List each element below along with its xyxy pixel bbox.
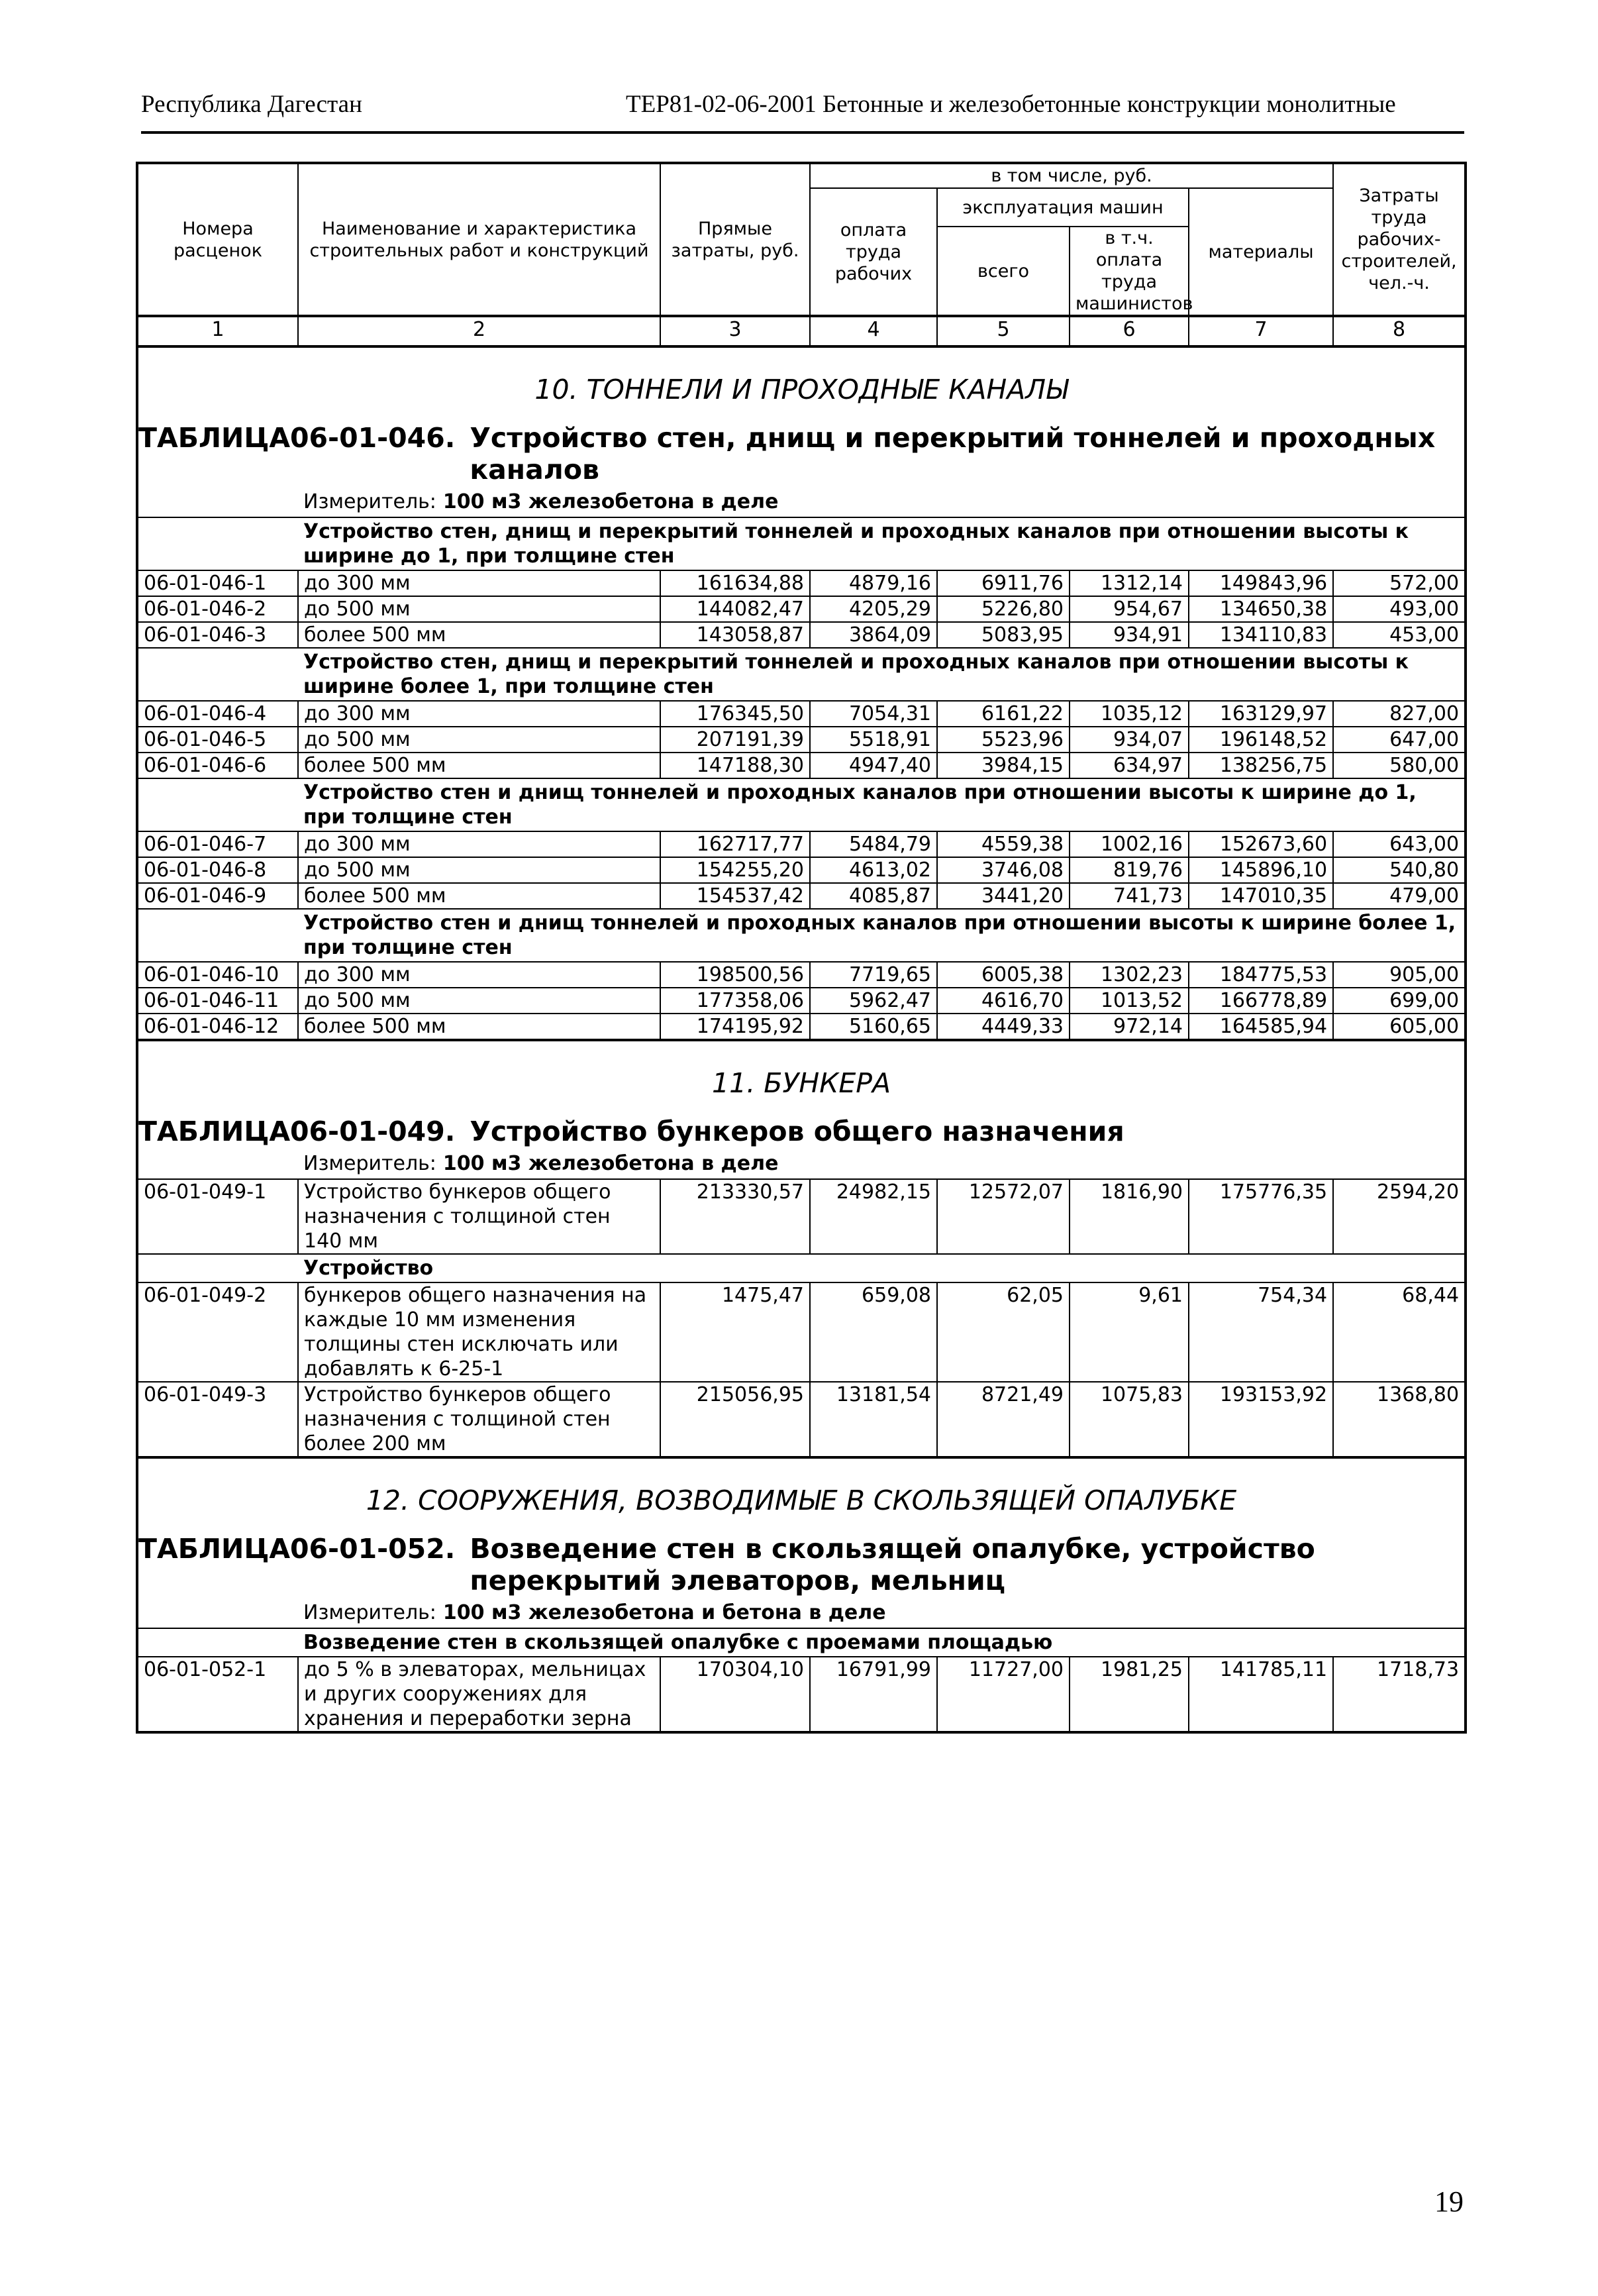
labor-hours: 605,00 xyxy=(1333,1014,1466,1040)
wages: 659,08 xyxy=(810,1282,937,1382)
table-row xyxy=(137,622,1466,648)
direct-cost: 154537,42 xyxy=(660,883,810,909)
rate-code: 06-01-046-3 xyxy=(137,622,298,648)
direct-cost: 207191,39 xyxy=(660,727,810,753)
rate-code: 06-01-052-1 xyxy=(137,1657,298,1732)
machines-total: 4559,38 xyxy=(937,831,1070,857)
table-row xyxy=(137,883,1466,909)
group-heading: Возведение стен в скользящей опалубке с проемами площадью xyxy=(298,1628,1466,1657)
group-heading: Устройство стен, днищ и перекрытий тоннелей и проходных каналов при отношении высоты к ширине до 1, при толщине стен xyxy=(298,517,1466,570)
direct-cost: 143058,87 xyxy=(660,622,810,648)
work-name: до 500 мм xyxy=(298,596,660,622)
direct-cost: 147188,30 xyxy=(660,753,810,778)
column-number: 5 xyxy=(937,316,1070,346)
work-name: до 500 мм xyxy=(298,727,660,753)
section-heading-row xyxy=(137,346,1466,422)
table-row xyxy=(137,1282,1466,1382)
column-number: 1 xyxy=(137,316,298,346)
machines-wages: 934,07 xyxy=(1070,727,1189,753)
table-title-row xyxy=(137,1116,1466,1147)
group-heading: Устройство стен и днищ тоннелей и проходных каналов при отношении высоты к ширине более 1, при толщине стен xyxy=(298,909,1466,962)
work-name: до 500 мм xyxy=(298,857,660,883)
machines-total: 6911,76 xyxy=(937,570,1070,596)
wages: 4947,40 xyxy=(810,753,937,778)
group-heading: Устройство стен и днищ тоннелей и проходных каналов при отношении высоты к ширине до 1, при толщине стен xyxy=(298,778,1466,831)
work-name: более 500 мм xyxy=(298,883,660,909)
table-title-label-cell xyxy=(137,1116,298,1147)
wages: 5160,65 xyxy=(810,1014,937,1040)
machines-total: 5226,80 xyxy=(937,596,1070,622)
materials: 754,34 xyxy=(1189,1282,1333,1382)
unit-spacer xyxy=(137,486,298,517)
unit-label: Измеритель: xyxy=(303,1152,436,1175)
materials: 163129,97 xyxy=(1189,701,1333,727)
wages: 5962,47 xyxy=(810,988,937,1014)
labor-hours: 68,44 xyxy=(1333,1282,1466,1382)
table-title-row xyxy=(137,422,1466,486)
machines-wages: 1816,90 xyxy=(1070,1179,1189,1254)
materials: 152673,60 xyxy=(1189,831,1333,857)
work-name: Устройство бункеров общего назначения с толщиной стен 140 мм xyxy=(298,1179,660,1254)
rate-code: 06-01-046-10 xyxy=(137,962,298,988)
wages: 7054,31 xyxy=(810,701,937,727)
table-row xyxy=(137,1014,1466,1040)
work-name: до 300 мм xyxy=(298,831,660,857)
labor-hours: 699,00 xyxy=(1333,988,1466,1014)
materials: 141785,11 xyxy=(1189,1657,1333,1732)
rate-code: 06-01-046-8 xyxy=(137,857,298,883)
work-name: Устройство бункеров общего назначения с толщиной стен более 200 мм xyxy=(298,1382,660,1457)
machines-total: 3984,15 xyxy=(937,753,1070,778)
section-heading: 11. БУНКЕРА xyxy=(137,1040,1466,1116)
wages: 5518,91 xyxy=(810,727,937,753)
labor-hours: 479,00 xyxy=(1333,883,1466,909)
work-name: до 5 % в элеваторах, мельницах и других сооружениях для хранения и переработки зерна xyxy=(298,1657,660,1732)
price-table xyxy=(136,162,1467,1734)
machines-total: 12572,07 xyxy=(937,1179,1070,1254)
table-title-wrap xyxy=(290,422,1459,486)
table-code: 06-01-046. xyxy=(290,422,456,454)
table-label: ТАБЛИЦА xyxy=(138,1533,291,1565)
section-heading: 12. СООРУЖЕНИЯ, ВОЗВОДИМЫЕ В СКОЛЬЗЯЩЕЙ ОПАЛУБКЕ xyxy=(137,1457,1466,1533)
table-title-label-cell xyxy=(137,1533,298,1596)
price-table-sheet xyxy=(136,162,1464,1734)
group-spacer xyxy=(137,909,298,962)
work-name: более 500 мм xyxy=(298,753,660,778)
table-title-row xyxy=(137,1533,1466,1596)
direct-cost: 198500,56 xyxy=(660,962,810,988)
group-spacer xyxy=(137,1628,298,1657)
table-row xyxy=(137,1657,1466,1732)
page-number: 19 xyxy=(1434,2185,1464,2218)
header-region: Республика Дагестан xyxy=(141,91,362,118)
group-spacer xyxy=(137,1254,298,1282)
machines-wages: 1302,23 xyxy=(1070,962,1189,988)
rate-code: 06-01-046-4 xyxy=(137,701,298,727)
wages: 4879,16 xyxy=(810,570,937,596)
direct-cost: 1475,47 xyxy=(660,1282,810,1382)
table-label: ТАБЛИЦА xyxy=(138,1116,291,1147)
machines-wages: 972,14 xyxy=(1070,1014,1189,1040)
machines-wages: 9,61 xyxy=(1070,1282,1189,1382)
labor-hours: 2594,20 xyxy=(1333,1179,1466,1254)
unit-row xyxy=(137,1147,1466,1179)
machines-wages: 634,97 xyxy=(1070,753,1189,778)
column-number: 2 xyxy=(298,316,660,346)
table-row xyxy=(137,988,1466,1014)
table-code: 06-01-052. xyxy=(290,1533,456,1565)
labor-hours: 493,00 xyxy=(1333,596,1466,622)
col-header-code: Номера расценок xyxy=(137,163,298,316)
table-row xyxy=(137,596,1466,622)
machines-wages: 1013,52 xyxy=(1070,988,1189,1014)
group-spacer xyxy=(137,648,298,701)
group-heading-row xyxy=(137,517,1466,570)
table-row xyxy=(137,701,1466,727)
machines-wages: 1035,12 xyxy=(1070,701,1189,727)
rate-code: 06-01-049-3 xyxy=(137,1382,298,1457)
rate-code: 06-01-046-1 xyxy=(137,570,298,596)
machines-wages: 819,76 xyxy=(1070,857,1189,883)
table-row xyxy=(137,1179,1466,1254)
unit-row xyxy=(137,486,1466,517)
materials: 166778,89 xyxy=(1189,988,1333,1014)
table-name: Устройство бункеров общего назначения xyxy=(470,1116,1124,1147)
table-row xyxy=(137,857,1466,883)
col-header-labor: Затраты труда рабочих-строителей, чел.-ч. xyxy=(1333,163,1466,316)
column-number: 7 xyxy=(1189,316,1333,346)
materials: 184775,53 xyxy=(1189,962,1333,988)
wages: 24982,15 xyxy=(810,1179,937,1254)
direct-cost: 213330,57 xyxy=(660,1179,810,1254)
unit-cell xyxy=(298,1147,1466,1179)
work-name: более 500 мм xyxy=(298,1014,660,1040)
header-document-title: ТЕР81-02-06-2001 Бетонные и железобетонные конструкции монолитные xyxy=(626,91,1396,118)
wages: 4205,29 xyxy=(810,596,937,622)
direct-cost: 161634,88 xyxy=(660,570,810,596)
work-name: более 500 мм xyxy=(298,622,660,648)
direct-cost: 144082,47 xyxy=(660,596,810,622)
direct-cost: 177358,06 xyxy=(660,988,810,1014)
table-row xyxy=(137,570,1466,596)
header-rule xyxy=(141,131,1464,134)
section-heading-row xyxy=(137,1457,1466,1533)
unit-value: 100 м3 железобетона в деле xyxy=(442,1152,779,1175)
work-name: до 300 мм xyxy=(298,701,660,727)
materials: 193153,92 xyxy=(1189,1382,1333,1457)
work-name: до 300 мм xyxy=(298,570,660,596)
labor-hours: 580,00 xyxy=(1333,753,1466,778)
wages: 5484,79 xyxy=(810,831,937,857)
table-row xyxy=(137,1382,1466,1457)
machines-wages: 1312,14 xyxy=(1070,570,1189,596)
labor-hours: 905,00 xyxy=(1333,962,1466,988)
machines-wages: 1002,16 xyxy=(1070,831,1189,857)
labor-hours: 1368,80 xyxy=(1333,1382,1466,1457)
group-spacer xyxy=(137,517,298,570)
machines-total: 4616,70 xyxy=(937,988,1070,1014)
wages: 4085,87 xyxy=(810,883,937,909)
table-title-wrap xyxy=(290,1533,1459,1596)
machines-total: 62,05 xyxy=(937,1282,1070,1382)
table-title-cell xyxy=(290,1116,1466,1147)
direct-cost: 215056,95 xyxy=(660,1382,810,1457)
rate-code: 06-01-046-2 xyxy=(137,596,298,622)
rate-code: 06-01-046-7 xyxy=(137,831,298,857)
group-heading-row xyxy=(137,778,1466,831)
direct-cost: 176345,50 xyxy=(660,701,810,727)
rate-code: 06-01-046-11 xyxy=(137,988,298,1014)
column-number-row xyxy=(137,316,1466,346)
machines-total: 6005,38 xyxy=(937,962,1070,988)
machines-total: 6161,22 xyxy=(937,701,1070,727)
col-header-name: Наименование и характеристика строительных работ и конструкций xyxy=(298,163,660,316)
labor-hours: 453,00 xyxy=(1333,622,1466,648)
group-heading: Устройство xyxy=(298,1254,1466,1282)
machines-total: 3746,08 xyxy=(937,857,1070,883)
materials: 134650,38 xyxy=(1189,596,1333,622)
machines-wages: 954,67 xyxy=(1070,596,1189,622)
section-heading: 10. ТОННЕЛИ И ПРОХОДНЫЕ КАНАЛЫ xyxy=(137,346,1466,422)
materials: 138256,75 xyxy=(1189,753,1333,778)
machines-total: 11727,00 xyxy=(937,1657,1070,1732)
materials: 145896,10 xyxy=(1189,857,1333,883)
group-heading: Устройство стен, днищ и перекрытий тоннелей и проходных каналов при отношении высоты к ширине более 1, при толщине стен xyxy=(298,648,1466,701)
machines-total: 3441,20 xyxy=(937,883,1070,909)
col-header-machines-wages: в т.ч. оплата труда машинистов xyxy=(1070,227,1189,316)
rate-code: 06-01-046-12 xyxy=(137,1014,298,1040)
unit-cell xyxy=(298,1596,1466,1628)
table-code: 06-01-049. xyxy=(290,1116,456,1147)
materials: 149843,96 xyxy=(1189,570,1333,596)
unit-value: 100 м3 железобетона и бетона в деле xyxy=(442,1601,886,1624)
group-spacer xyxy=(137,778,298,831)
column-number: 4 xyxy=(810,316,937,346)
rate-code: 06-01-046-6 xyxy=(137,753,298,778)
materials: 134110,83 xyxy=(1189,622,1333,648)
labor-hours: 1718,73 xyxy=(1333,1657,1466,1732)
labor-hours: 647,00 xyxy=(1333,727,1466,753)
rate-code: 06-01-049-2 xyxy=(137,1282,298,1382)
unit-spacer xyxy=(137,1596,298,1628)
unit-label: Измеритель: xyxy=(303,490,436,513)
materials: 164585,94 xyxy=(1189,1014,1333,1040)
work-name: бункеров общего назначения на каждые 10 мм изменения толщины стен исключать или добавлять к 6-25-1 xyxy=(298,1282,660,1382)
labor-hours: 827,00 xyxy=(1333,701,1466,727)
table-name: Возведение стен в скользящей опалубке, устройство перекрытий элеваторов, мельниц xyxy=(470,1533,1315,1596)
machines-total: 4449,33 xyxy=(937,1014,1070,1040)
section-heading-row xyxy=(137,1040,1466,1116)
machines-wages: 1981,25 xyxy=(1070,1657,1189,1732)
machines-total: 8721,49 xyxy=(937,1382,1070,1457)
machines-total: 5083,95 xyxy=(937,622,1070,648)
col-header-incl: в том числе, руб. xyxy=(810,163,1333,188)
table-title-cell xyxy=(290,1533,1466,1596)
materials: 147010,35 xyxy=(1189,883,1333,909)
rate-code: 06-01-049-1 xyxy=(137,1179,298,1254)
work-name: до 500 мм xyxy=(298,988,660,1014)
group-heading-row xyxy=(137,1628,1466,1657)
wages: 16791,99 xyxy=(810,1657,937,1732)
wages: 3864,09 xyxy=(810,622,937,648)
rate-code: 06-01-046-5 xyxy=(137,727,298,753)
table-title-cell xyxy=(290,422,1466,486)
column-number: 6 xyxy=(1070,316,1189,346)
col-header-materials: материалы xyxy=(1189,188,1333,316)
direct-cost: 162717,77 xyxy=(660,831,810,857)
materials: 196148,52 xyxy=(1189,727,1333,753)
labor-hours: 643,00 xyxy=(1333,831,1466,857)
table-row xyxy=(137,831,1466,857)
table-label: ТАБЛИЦА xyxy=(138,422,291,454)
machines-wages: 934,91 xyxy=(1070,622,1189,648)
group-heading-row xyxy=(137,909,1466,962)
machines-wages: 741,73 xyxy=(1070,883,1189,909)
wages: 13181,54 xyxy=(810,1382,937,1457)
table-title-wrap xyxy=(290,1116,1459,1147)
wages: 4613,02 xyxy=(810,857,937,883)
direct-cost: 154255,20 xyxy=(660,857,810,883)
machines-wages: 1075,83 xyxy=(1070,1382,1189,1457)
group-heading-row xyxy=(137,1254,1466,1282)
group-heading-row xyxy=(137,648,1466,701)
unit-row xyxy=(137,1596,1466,1628)
column-number: 8 xyxy=(1333,316,1466,346)
unit-value: 100 м3 железобетона в деле xyxy=(442,490,779,513)
column-number: 3 xyxy=(660,316,810,346)
table-row xyxy=(137,727,1466,753)
table-title-label-cell xyxy=(137,422,298,486)
table-row xyxy=(137,753,1466,778)
wages: 7719,65 xyxy=(810,962,937,988)
unit-label: Измеритель: xyxy=(303,1601,436,1624)
machines-total: 5523,96 xyxy=(937,727,1070,753)
work-name: до 300 мм xyxy=(298,962,660,988)
col-header-machines-total: всего xyxy=(937,227,1070,316)
direct-cost: 170304,10 xyxy=(660,1657,810,1732)
table-name: Устройство стен, днищ и перекрытий тоннелей и проходных каналов xyxy=(470,422,1436,486)
unit-cell xyxy=(298,486,1466,517)
labor-hours: 540,80 xyxy=(1333,857,1466,883)
labor-hours: 572,00 xyxy=(1333,570,1466,596)
materials: 175776,35 xyxy=(1189,1179,1333,1254)
direct-cost: 174195,92 xyxy=(660,1014,810,1040)
unit-spacer xyxy=(137,1147,298,1179)
table-row xyxy=(137,962,1466,988)
col-header-wages: оплата труда рабочих xyxy=(810,188,937,316)
col-header-direct: Прямые затраты, руб. xyxy=(660,163,810,316)
col-header-machines: эксплуатация машин xyxy=(937,188,1189,227)
rate-code: 06-01-046-9 xyxy=(137,883,298,909)
